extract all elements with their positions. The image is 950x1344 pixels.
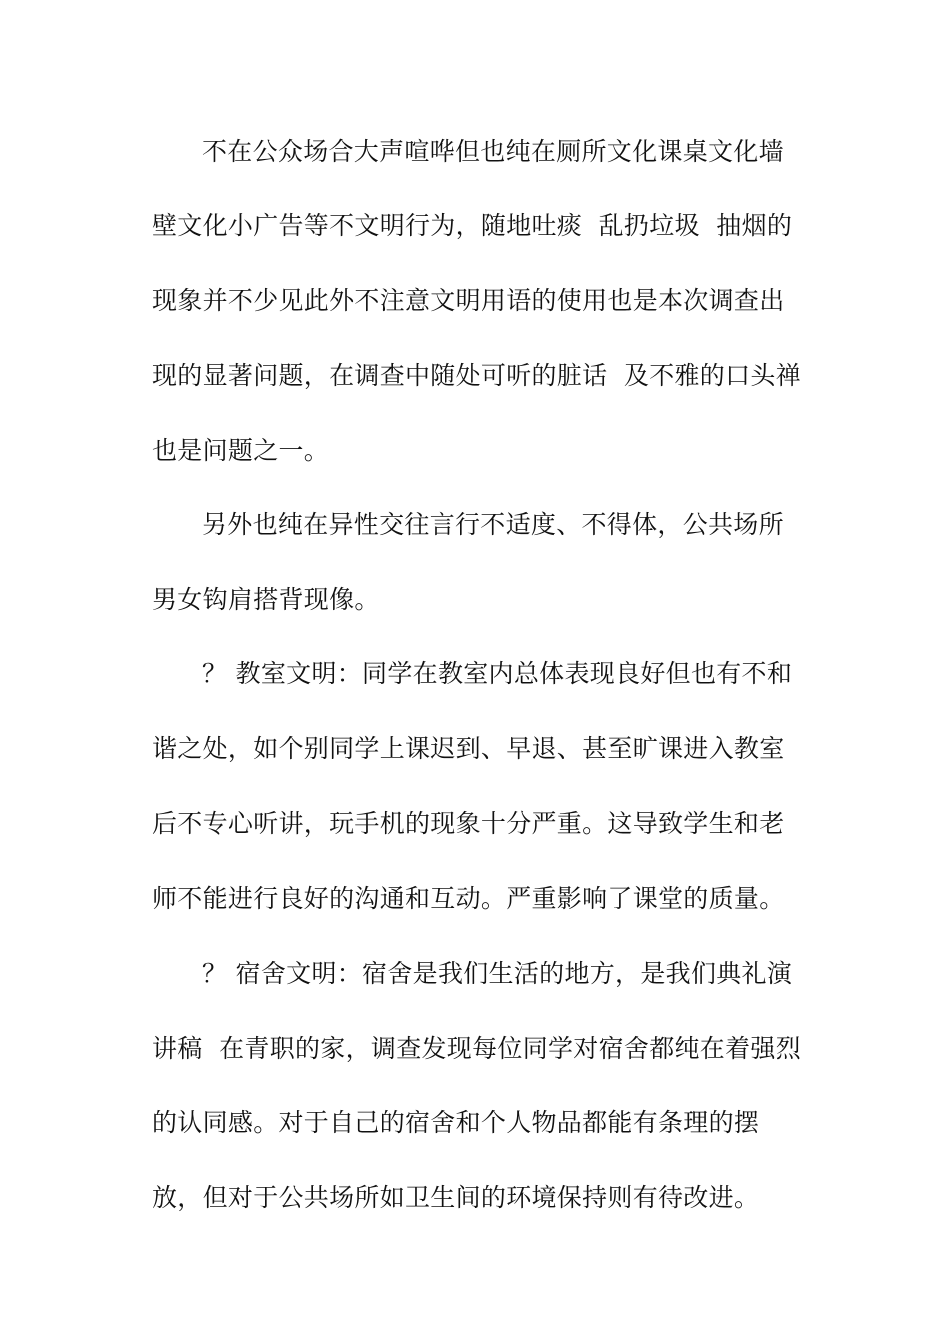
paragraph-1-line-4: 现的显著问题，在调查中随处可听的脏话 及不雅的口头禅: [152, 361, 801, 390]
paragraph-3-line-2: 谐之处，如个别同学上课迟到、早退、甚至旷课进入教室: [152, 734, 785, 763]
paragraph-4-line-3: 的认同感。对于自己的宿舍和个人物品都能有条理的摆: [152, 1108, 760, 1137]
paragraph-3-line-3: 后不专心听讲，玩手机的现象十分严重。这导致学生和老: [152, 809, 785, 838]
paragraph-4-line-1: ？ 宿舍文明：宿舍是我们生活的地方，是我们典礼演: [202, 959, 793, 988]
paragraph-4-line-2: 讲稿 在青职的家，调查发现每位同学对宿舍都纯在着强烈: [152, 1034, 801, 1063]
paragraph-1-line-5: 也是问题之一。: [152, 436, 330, 465]
paragraph-3-line-4: 师不能进行良好的沟通和互动。严重影响了课堂的质量。: [152, 884, 785, 913]
paragraph-2-line-2: 男女钩肩搭背现像。: [152, 585, 380, 614]
paragraph-1-line-1: 不在公众场合大声喧哗但也纯在厕所文化课桌文化墙: [202, 137, 784, 166]
paragraph-1-line-2: 壁文化小广告等不文明行为，随地吐痰 乱扔垃圾 抽烟的: [152, 211, 793, 240]
paragraph-4-line-4: 放，但对于公共场所如卫生间的环境保持则有待改进。: [152, 1183, 760, 1212]
paragraph-2-line-1: 另外也纯在异性交往言行不适度、不得体，公共场所: [202, 510, 784, 539]
paragraph-1-line-3: 现象并不少见此外不注意文明用语的使用也是本次调查出: [152, 286, 785, 315]
paragraph-3-line-1: ？ 教室文明：同学在教室内总体表现良好但也有不和: [202, 659, 793, 688]
